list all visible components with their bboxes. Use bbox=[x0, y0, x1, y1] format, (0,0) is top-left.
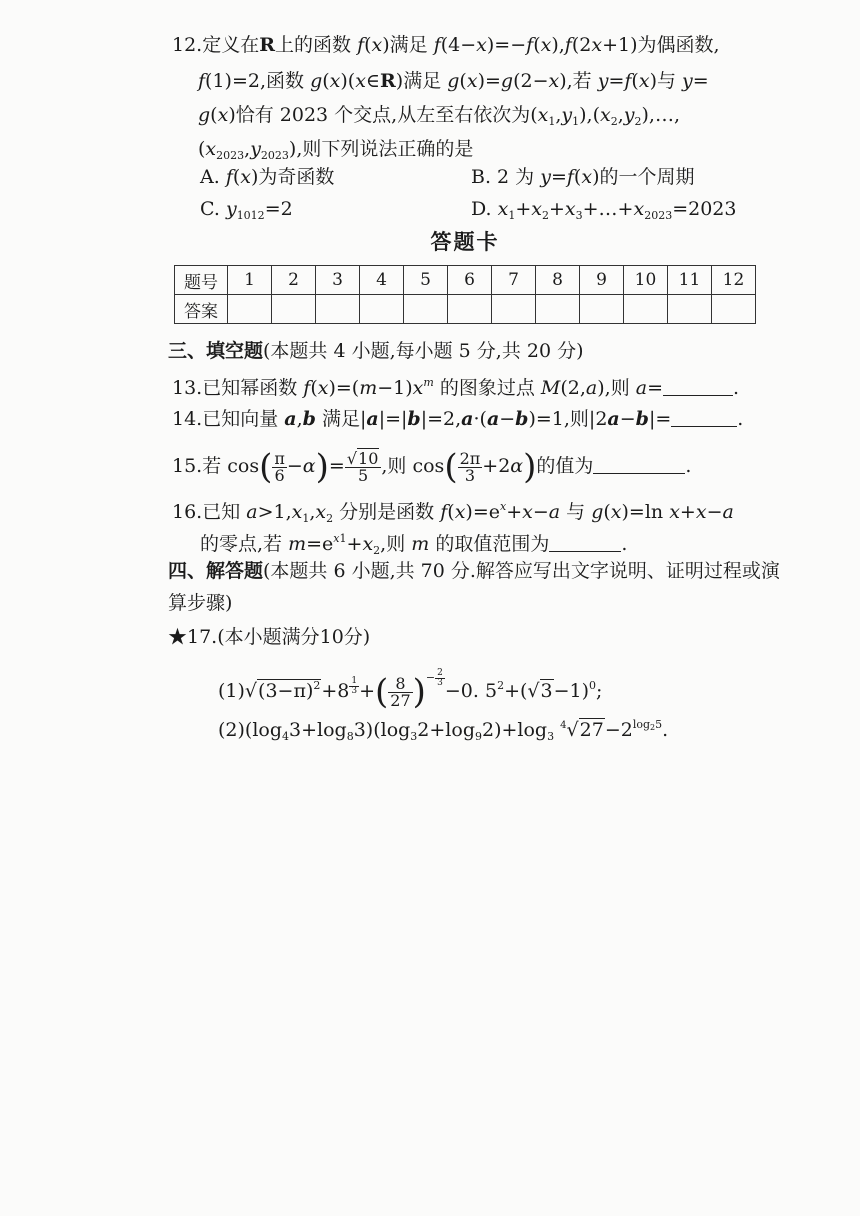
answer-cell[interactable] bbox=[668, 295, 712, 324]
question-number: 9 bbox=[580, 266, 624, 295]
q16-line-1: 16.已知 $a>1,x_1,x_2$ 分别是函数 $f(x)=e^x+x-a$ 与 g(x)=ln x+x−a bbox=[172, 500, 734, 525]
answer-cell[interactable] bbox=[272, 295, 316, 324]
question-number: 11 bbox=[668, 266, 712, 295]
q12-line-2: f(1)=2,函数 g(x)(x∈R)满足 g(x)=g(2−x),若 y=f(x)与 y= bbox=[198, 70, 709, 92]
q12-option-d: D. $x_1+x_2+x_3+\dots+x_{2023}=2023$ bbox=[471, 198, 737, 222]
question-number: 10 bbox=[624, 266, 668, 295]
q17-part-1: $(1)√(3-\pi)^2+8$ $^{\frac{1}{3}}$ +( $\frac{8}{27}$ )$^{- \frac{2}{3}}$ −0. $5^2+(√3-1)^0$; bbox=[218, 667, 603, 712]
q17-heading: ★17.(本小题满分10分) bbox=[168, 626, 371, 648]
answer-cell[interactable] bbox=[580, 295, 624, 324]
answer-cell[interactable] bbox=[404, 295, 448, 324]
q15-answer-blank[interactable] bbox=[593, 455, 685, 474]
section-4-heading-line-1: 四、解答题(本题共 6 小题,共 70 分.解答应写出文字说明、证明过程或演 bbox=[168, 560, 780, 582]
question-number: 6 bbox=[448, 266, 492, 295]
q16-line-2: 的零点,若 $m=e^{x1}+x_2$,则 m 的取值范围为 . bbox=[200, 532, 628, 557]
answer-cell[interactable] bbox=[228, 295, 272, 324]
q12-option-c: C. $y_{1012}=2$ bbox=[200, 198, 293, 222]
answer-cell[interactable] bbox=[712, 295, 756, 324]
answer-cell[interactable] bbox=[360, 295, 404, 324]
answer-cell[interactable] bbox=[448, 295, 492, 324]
answer-card-answer-row bbox=[175, 295, 756, 324]
answer-cell[interactable] bbox=[492, 295, 536, 324]
question-number: 1 bbox=[228, 266, 272, 295]
answer-cell[interactable] bbox=[316, 295, 360, 324]
q12-line-1: 12.定义在R上的函数 f(x)满足 f(4−x)=−f(x),f(2x+1)为偶函数, bbox=[172, 34, 720, 56]
q13: 13.已知幂函数 $f(x)=(m-1)x^m$ 的图象过点 M(2,a),则 a= . bbox=[172, 376, 740, 399]
question-number: 3 bbox=[316, 266, 360, 295]
q16-answer-blank[interactable] bbox=[549, 533, 621, 552]
section-4-heading-line-2: 算步骤) bbox=[168, 592, 233, 614]
q12-option-b: B. 2 为 y=f(x)的一个周期 bbox=[471, 166, 695, 188]
answer-card-number-row bbox=[175, 266, 756, 295]
question-number: 5 bbox=[404, 266, 448, 295]
answer-cell[interactable] bbox=[624, 295, 668, 324]
q12-option-a: A. f(x)为奇函数 bbox=[200, 166, 335, 188]
section-3-heading: 三、填空题(本题共 4 小题,每小题 5 分,共 20 分) bbox=[168, 340, 584, 362]
q12-line-4: $(x_{2023},y_{2023})$,则下列说法正确的是 bbox=[198, 138, 474, 162]
answer-card-table bbox=[174, 265, 756, 324]
question-number: 12 bbox=[712, 266, 756, 295]
answer-row-label: 答案 bbox=[175, 295, 228, 324]
q15: 15.若 cos( $\frac{\pi}{6}$ −α)= $\frac{√10}{5}$ ,则 cos( $\frac{2\pi}{3}$ +2α)的值为 . bbox=[172, 447, 692, 487]
question-number: 7 bbox=[492, 266, 536, 295]
question-number: 8 bbox=[536, 266, 580, 295]
answer-cell[interactable] bbox=[536, 295, 580, 324]
q14: 14.已知向量 a,b 满足|a|=|b|=2,a·(a−b)=1,则|2a−b|= . bbox=[172, 408, 744, 430]
question-number: 2 bbox=[272, 266, 316, 295]
q12-line-3: g(x)恰有 2023 个交点,从左至右依次为$(x_1,y_1),(x_2,y_2),\dots$, bbox=[198, 104, 680, 128]
question-number: 4 bbox=[360, 266, 404, 295]
number-row-label: 题号 bbox=[175, 266, 228, 295]
q13-answer-blank[interactable] bbox=[663, 377, 733, 396]
q14-answer-blank[interactable] bbox=[671, 408, 737, 427]
q17-part-2: $(2)(\log_43+\log_83)(\log_32+\log_92)+\log_3$ $^4√27-2^{log_25}$. bbox=[218, 718, 669, 743]
answer-card-title: 答题卡 bbox=[430, 230, 500, 254]
